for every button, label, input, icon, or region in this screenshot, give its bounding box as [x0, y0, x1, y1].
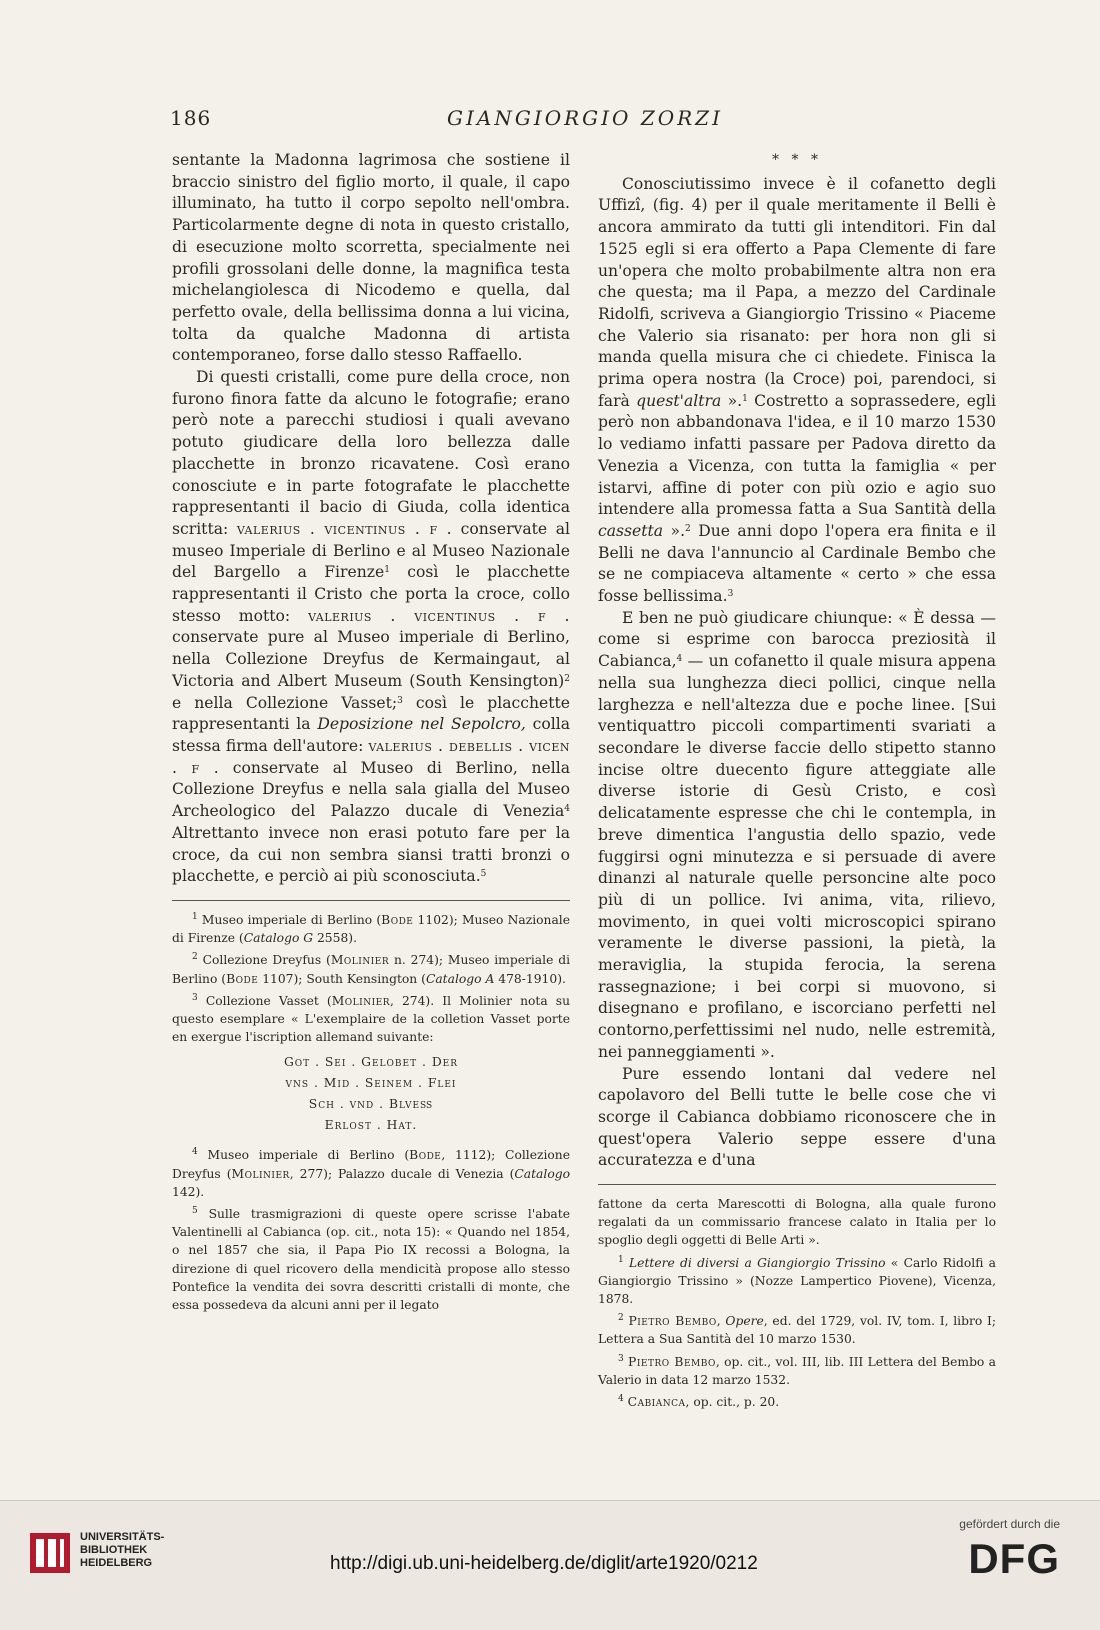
left-column — [172, 150, 570, 1318]
footnotes — [598, 1195, 996, 1411]
footnote-ref: 3 — [397, 695, 403, 706]
footnote-ref: 5 — [480, 869, 487, 880]
page-number: 186 — [170, 106, 212, 130]
viewer-footer — [0, 1500, 1100, 1630]
footnote-rule — [172, 900, 570, 901]
footnote: $^2$ Collezione Dreyfus (Molinier n. 274); Museo imperiale di Berlino (Bode 1107); South Kensington (Catalogo A 478-1910). — [172, 952, 571, 986]
page-header — [170, 106, 1000, 136]
footnote-ref: 2 — [685, 523, 691, 534]
footnote-rule — [598, 1184, 996, 1185]
paragraph: sentante la Madonna lagrimosa che sostiene il braccio sinistro del figlio morto, il quale, il capo illuminato, ha tutto il corpo sepolto nell'ombra. Particolarmente degne di nota in questo cristallo, di esecuzione molto scorretta, specialmente nei profili grossolani delle donne, la magnifica testa michelangiolesca di Nicodemo e quella, dal perfetto ovale, della bellissima donna a lui vicina, tolta da qualche Madonna di artista contemporaneo, forse dallo stesso Raffaello. — [172, 151, 570, 365]
footnote-ref: 1 — [384, 565, 390, 576]
footnotes — [172, 911, 570, 1314]
paragraph: Di questi cristalli, come pure della croce, non furono finora fatte da alcuno le fotografie; erano però note a parecchi studiosi i quali avevano potuto giudicare della loro bellezza dalle placchette in bronzo ricavatene. Così erano conosciute e in parte fotografate le placchette rappresentanti il bacio di Giuda, colla identica scritta: valerius . vicentinus . f . conservate al museo Imperiale di Berlino e al Museo Nazionale del Bargello a Firenze$^1$ così le placchette rappresentanti il Cristo che porta la croce, collo stesso motto: valerius . vicentinus . f . conservate pure al Museo imperiale di Berlino, nella Collezione Dreyfus de Kermaingaut, al Victoria and Albert Museum (South Kensington)$^2$ e nella Collezione Vasset;$^3$ così le placchette rappresentanti la Deposizione nel Sepolcro, colla stessa firma dell'autore: valerius . debellis . vicen . f . conservate al Museo di Berlino, nella Collezione Dreyfus e nella sala gialla del Museo Archeologico del Palazzo ducale di Venezia$^4$ Altrettanto invece non erasi potuto fare per la croce, da cui non sembra siansi tratti bronzi o placchette, e perciò ai più sconosciuta.$^5$ — [172, 368, 571, 886]
footnote-ref: 1 — [742, 393, 748, 404]
footnote: $^4$ Cabianca, op. cit., p. 20. — [618, 1394, 780, 1410]
inscription: valerius . debellis . vicen . f . — [172, 736, 570, 777]
inscription-verse: Got . Sei . Gelobet . Der vns . Mid . Seinem . Flei Sch . vnd . Blveß Erlost . Hat. — [283, 1055, 459, 1133]
funded-by-label: gefördert durch die — [959, 1517, 1060, 1531]
footnote: $^5$ Sulle trasmigrazioni di queste opere scrisse l'abate Valentinelli al Cabianca (op. cit., nota 15): « Quando nel 1854, o nel 1857 che sia, il Papa Pio IX recossi a Bologna, la direzione di quel ricovero della mendicità propose allo stesso Pontefice la vendita dei sovra descritti cristalli di monte, che essa possedeva da alcuni anni per il legato — [172, 1205, 570, 1312]
footnote: $^1$ Museo imperiale di Berlino (Bode 1102); Museo Nazionale di Firenze (Catalogo G 2558). — [172, 911, 570, 946]
footnote: $^3$ Collezione Vasset (Molinier, 274). Il Molinier nota su questo esemplare « L'exemplaire de la colletion Vasset porte en exergue l'iscription allemand suivante: — [172, 992, 570, 1045]
library-emblem-icon — [28, 1531, 72, 1575]
footnote: $^1$ Lettere di diversi a Giangiorgio Trissino « Carlo Ridolfi a Giangiorgio Trissino » (Nozze Lampertico Piovene), Vicenza, 1878. — [598, 1254, 996, 1307]
dfg-funding — [950, 1517, 1060, 1583]
running-title: GIANGIORGIO ZORZI — [447, 106, 723, 130]
inscription: valerius . vicentinus . f . — [236, 519, 453, 538]
footnote: $^2$ Pietro Bembo, Opere, ed. del 1729, vol. IV, tom. I, libro I; Lettera a Sua Santità del 10 marzo 1530. — [598, 1313, 996, 1347]
footnote: $^4$ Museo imperiale di Berlino (Bode, 1112); Collezione Dreyfus (Molinier, 277); Palazzo ducale di Venezia (Catalogo 142). — [172, 1147, 571, 1199]
footnote-continuation: fattone da certa Marescotti di Bologna, alla quale furono regalati da un commissario francese calato in Italia per lo spoglio degli oggetti di Belle Arti ». — [598, 1197, 996, 1248]
paragraph: E ben ne può giudicare chiunque: « È dessa — come si esprime con barocca preziosità il Cabianca,$^4$ — un cofanetto il quale misura appena nella sua lunghezza dieci pollici, cinque nella larghezza e nell'altezza due e poche linee. [Sui ventiquattro piccoli compartimenti svariati a secondare le diverse faccie dello stipetto stanno incise oltre duecento figure atteggiate alle diverse istorie di Gesù Cristo, e così delicatamente espresse che chi le contempla, in breve dimentica l'angustia dello spazio, vede fuggirsi ogni minutezza e si persuade di avere dinanzi al naturale quelle personcine alte poco più di un pollice. Ivi anima, vita, rilievo, movimento, in quei volti microscopici spirano veramente le diverse passioni, la pietà, la meraviglia, la stupida ferocia, la serena rassegnazione; i bei corpi si muovono, si disegnano e profilano, e iscorciano perfetti nel contorno,perfettissimi nel nudo, nelle estremità, nei panneggiamenti ». — [598, 608, 996, 1061]
footnote-ref: 3 — [727, 589, 734, 600]
paragraph: Conosciutissimo invece è il cofanetto degli Uffizî, (fig. 4) per il quale meritamente il Belli è ancora ammirato da tutti gli intenditori. Fin dal 1525 egli si era offerto a Papa Clemente di fare un'opera che molto probabilmente altra non era che questa; ma il Papa, a mezzo del Cardinale Ridolfi, scriveva a Giangiorgio Trissino « Piaceme che Valerio sia risanato: per hora non gli si manda quella misura che ci chiedete. Finisca la prima opera nostra (la Croce) poi, parendoci, si farà quest'altra ».$^1$ Costretto a soprassedere, egli però non abbandonava l'idea, e il 10 marzo 1530 lo vediamo infatti passare per Padova diretto da Venezia a Vicenza, con tutta la famiglia « per istarvi, affine di poter con più ozio e agio suo intendere alla promessa fatta a Sua Santità della cassetta ».$^2$ Due anni dopo l'opera era finita e il Belli ne dava l'annuncio al Cardinale Bembo che se ne compiaceva altamente « certo » che essa fosse bellissima.$^3$ — [598, 174, 996, 606]
footnote: $^3$ Pietro Bembo, op. cit., vol. III, lib. III Lettera del Bembo a Valerio in data 12 marzo 1532. — [598, 1353, 996, 1387]
permalink-url[interactable]: http://digi.ub.uni-heidelberg.de/diglit/arte1920/0212 — [330, 1553, 758, 1574]
section-break: * * * — [772, 152, 822, 168]
footnote-ref: 2 — [564, 673, 570, 684]
right-column — [598, 150, 996, 1415]
university-library-logo[interactable]: UNIVERSITÄTS- BIBLIOTHEK HEIDELBERG — [28, 1523, 168, 1583]
inscription: valerius . vicentinus . f . — [308, 606, 570, 625]
dfg-logo[interactable]: DFG — [968, 1535, 1060, 1582]
paragraph: Pure essendo lontani dal vedere nel capolavoro del Belli tutte le belle cose che vi scorge il Cabianca dobbiamo riconoscere che in quest'opera Valerio seppe essere d'una accuratezza e d'una — [598, 1064, 996, 1170]
footnote-ref: 4 — [676, 654, 683, 665]
footnote-ref: 4 — [564, 804, 570, 815]
